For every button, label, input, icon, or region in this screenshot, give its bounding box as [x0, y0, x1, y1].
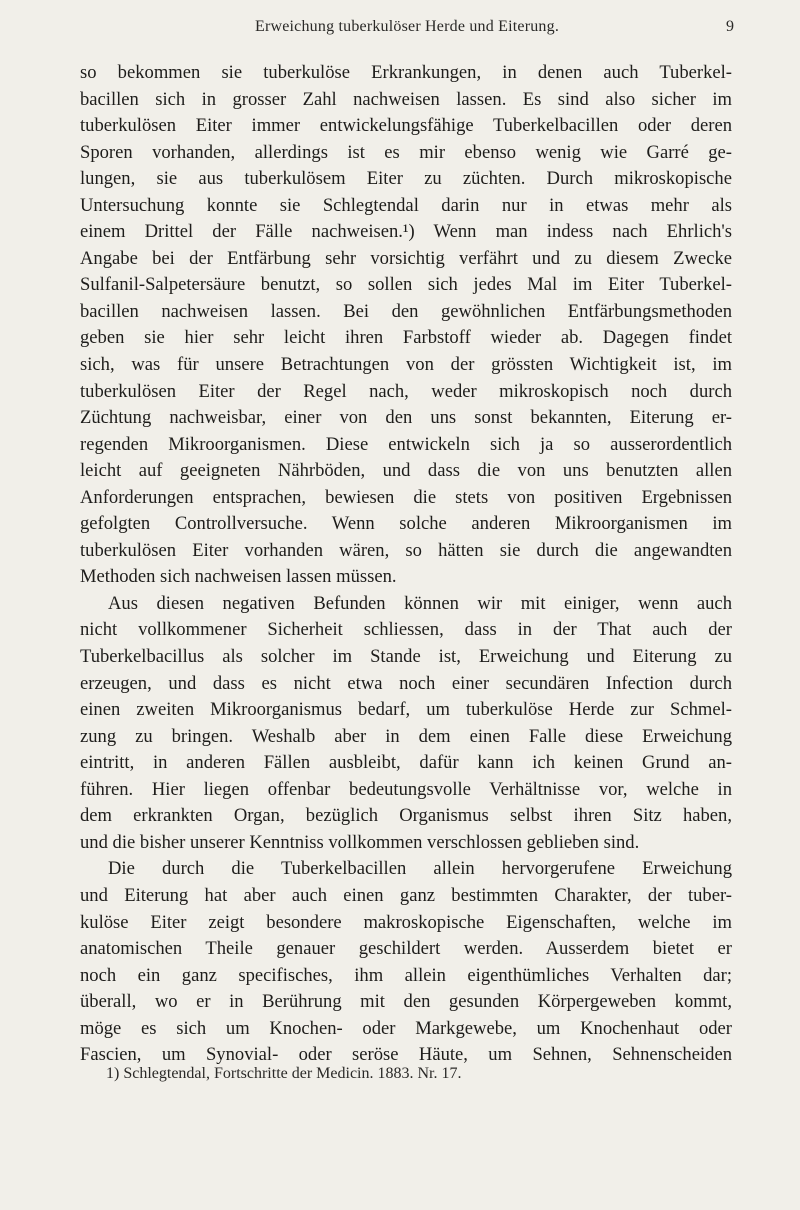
text-line: führen. Hier liegen offenbar bedeutungsvolle Verhältnisse vor, welche in [80, 778, 732, 800]
body-text [80, 60, 732, 1069]
text-line: Anforderungen entsprachen, bewiesen die stets von positiven Ergebnissen [80, 486, 732, 508]
text-line: dem erkrankten Organ, bezüglich Organismus selbst ihren Sitz haben, [80, 805, 732, 827]
text-line: überall, wo er in Berührung mit den gesunden Körpergeweben kommt, [80, 991, 732, 1013]
text-line: so bekommen sie tuberkulöse Erkrankungen, in denen auch Tuberkel- [80, 62, 732, 83]
text-line: Methoden sich nachweisen lassen müssen. [80, 566, 397, 588]
text-line: zung zu bringen. Weshalb aber in dem einen Falle diese Erweichung [80, 725, 732, 747]
text-line: Fascien, um Synovial- oder seröse Häute, um Sehnen, Sehnenscheiden [80, 1044, 732, 1066]
text-line: Untersuchung konnte sie Schlegtendal darin nur in etwas mehr als [80, 194, 732, 216]
text-line: einem Drittel der Fälle nachweisen.¹) Wenn man indess nach Ehrlich's [80, 221, 732, 243]
text-line: anatomischen Theile genauer geschildert werden. Ausserdem bietet er [80, 938, 732, 960]
text-line: Sporen vorhanden, allerdings ist es mir ebenso wenig wie Garré ge- [80, 141, 732, 163]
page-number: 9 [726, 18, 734, 35]
text-line: und Eiterung hat aber auch einen ganz bestimmten Charakter, der tuber- [80, 884, 732, 906]
text-line: Züchtung nachweisbar, einer von den uns sonst bekannten, Eiterung er- [80, 407, 732, 429]
running-title: Erweichung tuberkulöser Herde und Eiterung. [254, 18, 560, 35]
text-line: möge es sich um Knochen- oder Markgewebe, um Knochenhaut oder [80, 1017, 732, 1039]
text-line: noch ein ganz specifisches, ihm allein eigenthümliches Verhalten dar; [80, 964, 732, 986]
footnote: 1) Schlegtendal, Fortschritte der Medicin. 1883. Nr. 17. [106, 1065, 462, 1082]
text-line: einen zweiten Mikroorganismus bedarf, um tuberkulöse Herde zur Schmel- [80, 699, 732, 721]
text-line: lungen, sie aus tuberkulösem Eiter zu züchten. Durch mikroskopische [80, 168, 732, 190]
text-line: sich, was für unsere Betrachtungen von der grössten Wichtigkeit ist, im [80, 354, 732, 376]
text-line: bacillen nachweisen lassen. Bei den gewöhnlichen Entfärbungsmethoden [80, 300, 732, 322]
text-line: geben sie hier sehr leicht ihren Farbstoff wieder ab. Dagegen findet [80, 327, 732, 349]
text-line: tuberkulösen Eiter der Regel nach, weder mikroskopisch noch durch [80, 380, 732, 402]
text-line: erzeugen, und dass es nicht etwa noch einer secundären Infection durch [80, 672, 732, 694]
text-line: Angabe bei der Entfärbung sehr vorsichtig verfährt und zu diesem Zwecke [80, 247, 732, 269]
text-line: Aus diesen negativen Befunden können wir mit einiger, wenn auch [108, 592, 732, 614]
text-line: tuberkulösen Eiter immer entwickelungsfähige Tuberkelbacillen oder deren [80, 115, 732, 137]
text-line: eintritt, in anderen Fällen ausbleibt, dafür kann ich keinen Grund an- [80, 752, 732, 774]
text-line: und die bisher unserer Kenntniss vollkommen verschlossen geblieben sind. [80, 831, 640, 853]
text-line: nicht vollkommener Sicherheit schliessen, dass in der That auch der [80, 619, 732, 641]
text-line: gefolgten Controllversuche. Wenn solche anderen Mikroorganismen im [80, 513, 732, 535]
text-line: bacillen sich in grosser Zahl nachweisen lassen. Es sind also sicher im [80, 88, 732, 110]
running-header [80, 18, 734, 44]
text-line: kulöse Eiter zeigt besondere makroskopische Eigenschaften, welche im [80, 911, 732, 933]
text-line: Sulfanil-Salpetersäure benutzt, so sollen sich jedes Mal im Eiter Tuberkel- [80, 274, 732, 296]
text-line: leicht auf geeigneten Nährböden, und dass die von uns benutzten allen [80, 460, 732, 482]
text-line: regenden Mikroorganismen. Diese entwickeln sich ja so ausserordentlich [80, 433, 732, 455]
text-line: Die durch die Tuberkelbacillen allein hervorgerufene Erweichung [108, 858, 732, 880]
text-line: tuberkulösen Eiter vorhanden wären, so hätten sie durch die angewandten [80, 539, 732, 561]
text-line: Tuberkelbacillus als solcher im Stande ist, Erweichung und Eiterung zu [80, 646, 732, 668]
